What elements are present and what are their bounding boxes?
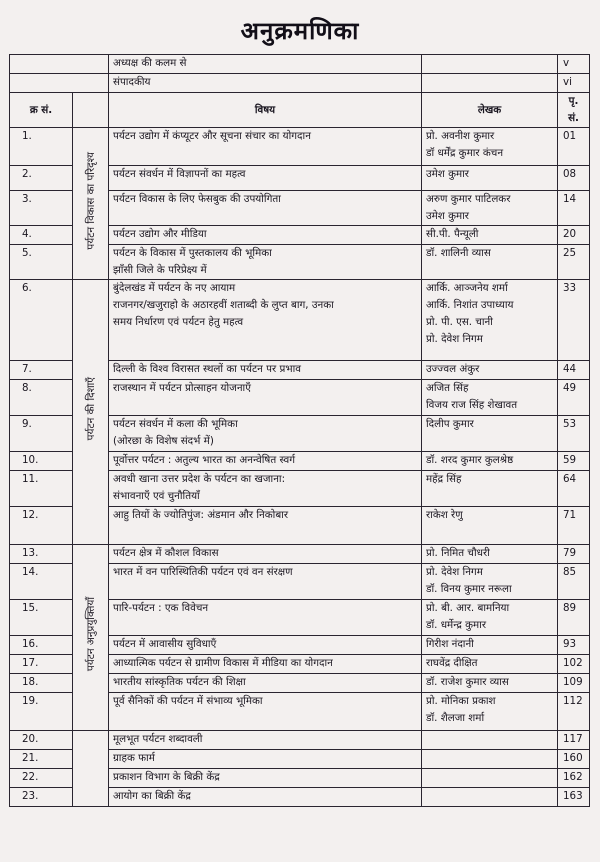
serial-number: 18.	[10, 674, 73, 693]
header-sno: क्र सं.	[10, 93, 73, 128]
author-name: गिरीश नंदानी	[426, 638, 474, 650]
contents-table	[9, 54, 590, 807]
author-name: उज्ज्वल अंकुर	[426, 363, 480, 375]
serial-number: 7.	[10, 361, 73, 380]
subject-line: पारि-पर्यटन : एक विवेचन	[113, 602, 209, 614]
serial-number: 11.	[10, 471, 73, 507]
subject-line: पर्यटन में आवासीय सुविधाएँ	[113, 638, 217, 650]
author-cell	[422, 452, 558, 471]
toc-row	[10, 280, 590, 361]
subject-cell	[109, 245, 422, 280]
page-number: 20	[558, 226, 590, 245]
header-author: लेखक	[422, 93, 558, 128]
subject-cell	[109, 545, 422, 564]
page-number: 93	[558, 636, 590, 655]
section-label-cell	[73, 128, 109, 280]
author-cell	[422, 471, 558, 507]
author-cell	[422, 545, 558, 564]
subject-cell	[109, 280, 422, 361]
section-label-cell	[73, 731, 109, 807]
author-cell	[422, 693, 558, 731]
author-name: डॉ. विनय कुमार नरूला	[426, 583, 512, 595]
serial-number: 23.	[10, 788, 73, 807]
front-title: संपादकीय	[109, 74, 422, 93]
page-number: 162	[558, 769, 590, 788]
author-cell	[422, 636, 558, 655]
subject-line: समय निर्धारण एवं पर्यटन हेतु महत्व	[113, 316, 244, 328]
subject-line: भारतीय सांस्कृतिक पर्यटन की शिक्षा	[113, 676, 246, 688]
subject-line: आयोग का बिक्री केंद्र	[113, 790, 191, 802]
serial-number: 5.	[10, 245, 73, 280]
subject-cell	[109, 788, 422, 807]
page-number: 163	[558, 788, 590, 807]
front-row-president	[10, 55, 590, 74]
section-label-cell	[73, 545, 109, 731]
subject-cell	[109, 128, 422, 166]
author-name: प्रो. अवनीश कुमार	[426, 130, 495, 142]
subject-line: मूलभूत पर्यटन शब्दावली	[113, 733, 203, 745]
subject-cell	[109, 731, 422, 750]
serial-number: 15.	[10, 600, 73, 636]
subject-line: भारत में वन पारिस्थितिकी पर्यटन एवं वन संरक्षण	[113, 566, 293, 578]
serial-number: 12.	[10, 507, 73, 545]
subject-line: दिल्ली के विश्व विरासत स्थलों का पर्यटन पर प्रभाव	[113, 363, 301, 375]
author-name: डॉ. शालिनी व्यास	[426, 247, 491, 259]
author-cell	[422, 655, 558, 674]
page-number: 79	[558, 545, 590, 564]
subject-line: झाँसी जिले के परिप्रेक्ष्य में	[113, 264, 207, 276]
subject-cell	[109, 564, 422, 600]
serial-number: 20.	[10, 731, 73, 750]
subject-line: राजनगर/खजुराहो के अठारहवीं शताब्दी के लुप्त बाग, उनका	[113, 299, 334, 311]
subject-line: अवधी खाना उत्तर प्रदेश के पर्यटन का खजाना:	[113, 473, 286, 485]
subject-cell	[109, 507, 422, 545]
subject-line: (ओरछा के विशेष संदर्भ में)	[113, 435, 214, 447]
author-cell	[422, 769, 558, 788]
page-number: 59	[558, 452, 590, 471]
front-title: अध्यक्ष की कलम से	[109, 55, 422, 74]
author-name: अरुण कुमार पाटिलकर	[426, 193, 511, 205]
section-label: पर्यटन विकास का परिदृश्य	[84, 151, 97, 250]
author-name: प्रो. देवेश निगम	[426, 566, 483, 578]
toc-row	[10, 731, 590, 750]
subject-cell	[109, 600, 422, 636]
subject-cell	[109, 166, 422, 191]
header-row	[10, 93, 590, 128]
subject-line: आहु तियों के ज्योतिपुंज: अंडमान और निकोबार	[113, 509, 289, 521]
page-number: 25	[558, 245, 590, 280]
author-name: प्रो. मोनिका प्रकाश	[426, 695, 496, 707]
section-label: पर्यटन अनुप्रयुक्तियाँ	[84, 597, 97, 672]
page-number: 85	[558, 564, 590, 600]
page-number: 102	[558, 655, 590, 674]
serial-number: 10.	[10, 452, 73, 471]
subject-line: पूर्व सैनिकों की पर्यटन में संभाव्य भूमिका	[113, 695, 263, 707]
page-number: 109	[558, 674, 590, 693]
author-name: आर्कि. निशांत उपाध्याय	[426, 299, 514, 311]
subject-line: संभावनाएँ एवं चुनौतियाँ	[113, 490, 200, 502]
subject-cell	[109, 226, 422, 245]
page-number: 89	[558, 600, 590, 636]
header-page: पृ. सं.	[558, 93, 590, 128]
author-name: सी.पी. पैन्यूली	[426, 228, 479, 240]
subject-cell	[109, 655, 422, 674]
page-number: 112	[558, 693, 590, 731]
subject-cell	[109, 452, 422, 471]
author-cell	[422, 416, 558, 452]
author-name: आर्कि. आञ्जनेय शर्मा	[426, 282, 508, 294]
page-number: v	[558, 55, 590, 74]
author-name: प्रो. निमित चौधरी	[426, 547, 490, 559]
author-name: डॉ. शरद कुमार कुलश्रेष्ठ	[426, 454, 514, 466]
author-name: उमेश कुमार	[426, 210, 470, 222]
author-name: अजित सिंह	[426, 382, 469, 394]
toc-row	[10, 545, 590, 564]
serial-number: 22.	[10, 769, 73, 788]
subject-cell	[109, 380, 422, 416]
author-name: डॉ. शैलजा शर्मा	[426, 712, 485, 724]
subject-cell	[109, 693, 422, 731]
page-number: 33	[558, 280, 590, 361]
subject-cell	[109, 750, 422, 769]
subject-line: पूर्वोत्तर पर्यटन : अतुल्य भारत का अनन्वेषित स्वर्ग	[113, 454, 296, 466]
author-cell	[422, 191, 558, 226]
section-label-cell	[73, 280, 109, 545]
page-number: vi	[558, 74, 590, 93]
author-cell	[422, 361, 558, 380]
subject-cell	[109, 636, 422, 655]
subject-line: ग्राहक फार्म	[113, 752, 155, 764]
author-name: प्रो. बी. आर. बामनिया	[426, 602, 510, 614]
author-name: डॉ धर्मेंद्र कुमार कंचन	[426, 147, 504, 159]
author-cell	[422, 788, 558, 807]
page-number: 01	[558, 128, 590, 166]
author-name: उमेश कुमार	[426, 168, 470, 180]
author-name: डॉ. धर्मेन्द्र कुमार	[426, 619, 487, 631]
toc-row	[10, 128, 590, 166]
section-label: पर्यटन की दिशाएँ	[84, 377, 97, 441]
subject-line: बुंदेलखंड में पर्यटन के नए आयाम	[113, 282, 236, 294]
serial-number: 16.	[10, 636, 73, 655]
author-cell	[422, 600, 558, 636]
author-cell	[422, 750, 558, 769]
front-row-editorial	[10, 74, 590, 93]
author-cell	[422, 731, 558, 750]
page-number: 160	[558, 750, 590, 769]
serial-number: 1.	[10, 128, 73, 166]
page-number: 71	[558, 507, 590, 545]
subject-line: पर्यटन संवर्धन में विज्ञापनों का महत्व	[113, 168, 246, 180]
serial-number: 9.	[10, 416, 73, 452]
page-number: 64	[558, 471, 590, 507]
subject-cell	[109, 769, 422, 788]
author-name: विजय राज सिंह शेखावत	[426, 399, 518, 411]
subject-cell	[109, 471, 422, 507]
page-number: 117	[558, 731, 590, 750]
author-name: दिलीप कुमार	[426, 418, 474, 430]
serial-number: 2.	[10, 166, 73, 191]
subject-line: पर्यटन उद्योग और मीडिया	[113, 228, 207, 240]
subject-line: पर्यटन विकास के लिए फेसबुक की उपयोगिता	[113, 193, 281, 205]
header-subject: विषय	[109, 93, 422, 128]
serial-number: 8.	[10, 380, 73, 416]
subject-line: पर्यटन के विकास में पुस्तकालय की भूमिका	[113, 247, 272, 259]
page-number: 08	[558, 166, 590, 191]
subject-line: पर्यटन क्षेत्र में कौशल विकास	[113, 547, 219, 559]
page-number: 14	[558, 191, 590, 226]
serial-number: 13.	[10, 545, 73, 564]
page-number: 49	[558, 380, 590, 416]
subject-line: राजस्थान में पर्यटन प्रोत्साहन योजनाएँ	[113, 382, 251, 394]
author-cell	[422, 226, 558, 245]
author-cell	[422, 280, 558, 361]
author-name: प्रो. पी. एस. चानी	[426, 316, 493, 328]
serial-number: 4.	[10, 226, 73, 245]
serial-number: 21.	[10, 750, 73, 769]
author-cell	[422, 128, 558, 166]
serial-number: 19.	[10, 693, 73, 731]
subject-line: प्रकाशन विभाग के बिक्री केंद्र	[113, 771, 220, 783]
author-cell	[422, 507, 558, 545]
serial-number: 6.	[10, 280, 73, 361]
author-name: प्रो. देवेश निगम	[426, 333, 483, 345]
author-cell	[422, 166, 558, 191]
author-name: राघवेंद्र दीक्षित	[426, 657, 478, 669]
serial-number: 14.	[10, 564, 73, 600]
subject-cell	[109, 361, 422, 380]
subject-cell	[109, 191, 422, 226]
author-name: डॉ. राजेश कुमार व्यास	[426, 676, 509, 688]
serial-number: 3.	[10, 191, 73, 226]
page-number: 44	[558, 361, 590, 380]
page-number: 53	[558, 416, 590, 452]
subject-cell	[109, 674, 422, 693]
author-cell	[422, 380, 558, 416]
subject-line: आध्यात्मिक पर्यटन से ग्रामीण विकास में मीडिया का योगदान	[113, 657, 333, 669]
author-cell	[422, 674, 558, 693]
subject-cell	[109, 416, 422, 452]
author-name: महेंद्र सिंह	[426, 473, 462, 485]
page-title: अनुक्रमणिका	[240, 17, 360, 45]
author-cell	[422, 564, 558, 600]
serial-number: 17.	[10, 655, 73, 674]
subject-line: पर्यटन संवर्धन में कला की भूमिका	[113, 418, 238, 430]
subject-line: पर्यटन उद्योग में कंप्यूटर और सूचना संचार का योगदान	[113, 130, 311, 142]
author-cell	[422, 245, 558, 280]
author-name: राकेश रेणु	[426, 509, 463, 521]
